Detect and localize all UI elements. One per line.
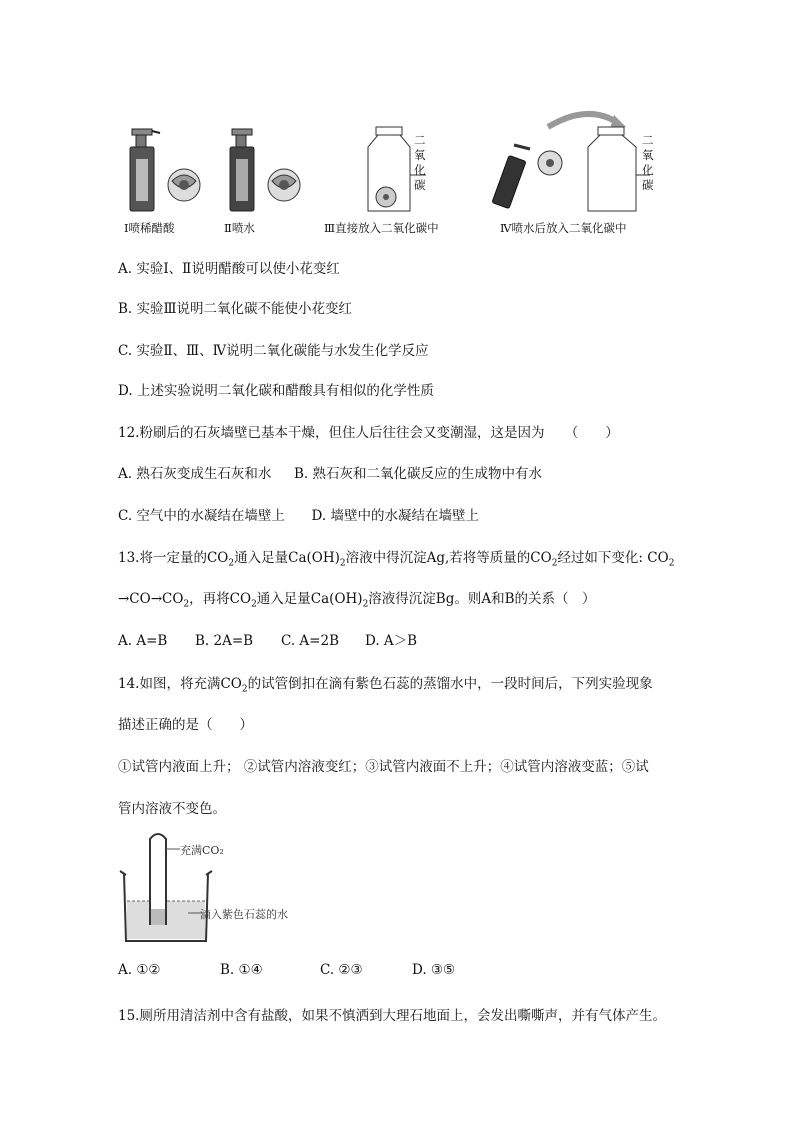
caption-experiment-1: Ⅰ喷稀醋酸 <box>124 221 175 235</box>
q13-option-d: D. A＞B <box>365 633 418 649</box>
gas-label-jar-3: 二氧化碳 <box>414 133 426 192</box>
spray-bottle-1-icon <box>130 129 160 211</box>
q12-options-row2 <box>118 504 479 524</box>
water-label: 滴入紫色石蕊的水 <box>200 908 288 921</box>
q14-stem-line1 <box>118 672 653 695</box>
test-tube-icon <box>150 834 166 925</box>
q14-options <box>118 962 455 978</box>
flower-4-icon <box>538 151 562 175</box>
q13-text: ，再将CO <box>189 591 252 607</box>
q13-text: 经过如下变化: CO <box>557 550 669 566</box>
q13-text: 通入足量Ca(OH) <box>256 591 363 607</box>
test-tube-figure <box>118 825 318 945</box>
q13-option-c: C. A=2B <box>281 633 340 649</box>
subscript: 2 <box>183 599 190 610</box>
q14-option-b: B. ①④ <box>220 962 263 978</box>
subscript: 2 <box>241 684 248 695</box>
q13-text: 13.将一定量的CO <box>118 550 229 566</box>
q11-option-a: A. 实验Ⅰ、Ⅱ说明醋酸可以使小花变红 <box>118 261 340 277</box>
q15-stem: 15.厕所用清洁剂中含有盐酸，如果不慎洒到大理石地面上，会发出嘶嘶声，并有气体产生。 <box>118 1008 666 1024</box>
q14-option-a: A. ①② <box>118 962 161 978</box>
spray-bottle-2-icon <box>230 129 254 211</box>
experiment-figure <box>118 105 678 240</box>
subscript: 2 <box>551 558 558 569</box>
flower-1-icon <box>168 169 200 201</box>
q13-options <box>118 629 417 649</box>
q13-option-b: B. 2A=B <box>195 633 254 649</box>
q14-statements-cont: 管内溶液不变色。 <box>118 801 226 817</box>
caption-experiment-4: Ⅳ喷水后放入二氧化碳中 <box>500 221 627 235</box>
subscript: 2 <box>668 558 675 569</box>
tube-label: 充满CO₂ <box>180 844 224 857</box>
q14-statements: ①试管内液面上升； ②试管内溶液变红；③试管内液面不上升；④试管内溶液变蓝；⑤试 <box>118 759 649 775</box>
q14-text: 的试管倒扣在滴有紫色石蕊的蒸馏水中，一段时间后，下列实验现象 <box>247 676 653 692</box>
q13-text: 溶液得沉淀Bg。则A和B的关系（ ） <box>368 591 596 607</box>
q13-text: →CO→CO <box>118 591 184 607</box>
subscript: 2 <box>228 558 235 569</box>
q11-option-b: B. 实验Ⅲ说明二氧化碳不能使小花变红 <box>118 301 353 317</box>
q13-stem-line2 <box>118 587 596 610</box>
q13-text: 溶液中得沉淀Ag,若将等质量的CO <box>345 550 552 566</box>
spray-bottle-4-icon <box>492 145 530 209</box>
q14-text: 14.如图，将充满CO <box>118 676 242 692</box>
caption-experiment-3: Ⅲ直接放入二氧化碳中 <box>324 221 439 235</box>
q11-option-c: C. 实验Ⅱ、Ⅲ、Ⅳ说明二氧化碳能与水发生化学反应 <box>118 343 429 359</box>
q12-option-b: B. 熟石灰和二氧化碳反应的生成物中有水 <box>293 466 542 482</box>
flower-2-icon <box>268 169 300 201</box>
q13-option-a: A. A=B <box>118 633 168 649</box>
q14-option-c: C. ②③ <box>320 962 363 978</box>
q12-option-c: C. 空气中的水凝结在墙壁上 <box>118 508 285 524</box>
q12-option-d: D. 墙壁中的水凝结在墙壁上 <box>311 508 479 524</box>
q11-option-d: D. 上述实验说明二氧化碳和醋酸具有相似的化学性质 <box>118 383 434 399</box>
caption-experiment-2: Ⅱ喷水 <box>224 221 255 235</box>
subscript: 2 <box>251 599 257 610</box>
gas-label-jar-4: 二氧化碳 <box>642 133 654 192</box>
subscript: 2 <box>362 599 369 610</box>
q13-stem-line1 <box>118 546 674 569</box>
q12-stem: 12.粉刷后的石灰墙壁已基本干燥，但住人后往往会又变潮湿，这是因为 （ ） <box>118 425 619 441</box>
q13-text: 通入足量Ca(OH) <box>234 550 340 566</box>
q12-option-a: A. 熟石灰变成生石灰和水 <box>118 466 272 482</box>
gas-jar-4-icon <box>588 127 650 211</box>
q14-stem-line2: 描述正确的是（ ） <box>118 717 253 733</box>
q12-options-row1 <box>118 462 542 482</box>
q14-option-d: D. ③⑤ <box>412 962 456 978</box>
subscript: 2 <box>339 558 346 569</box>
